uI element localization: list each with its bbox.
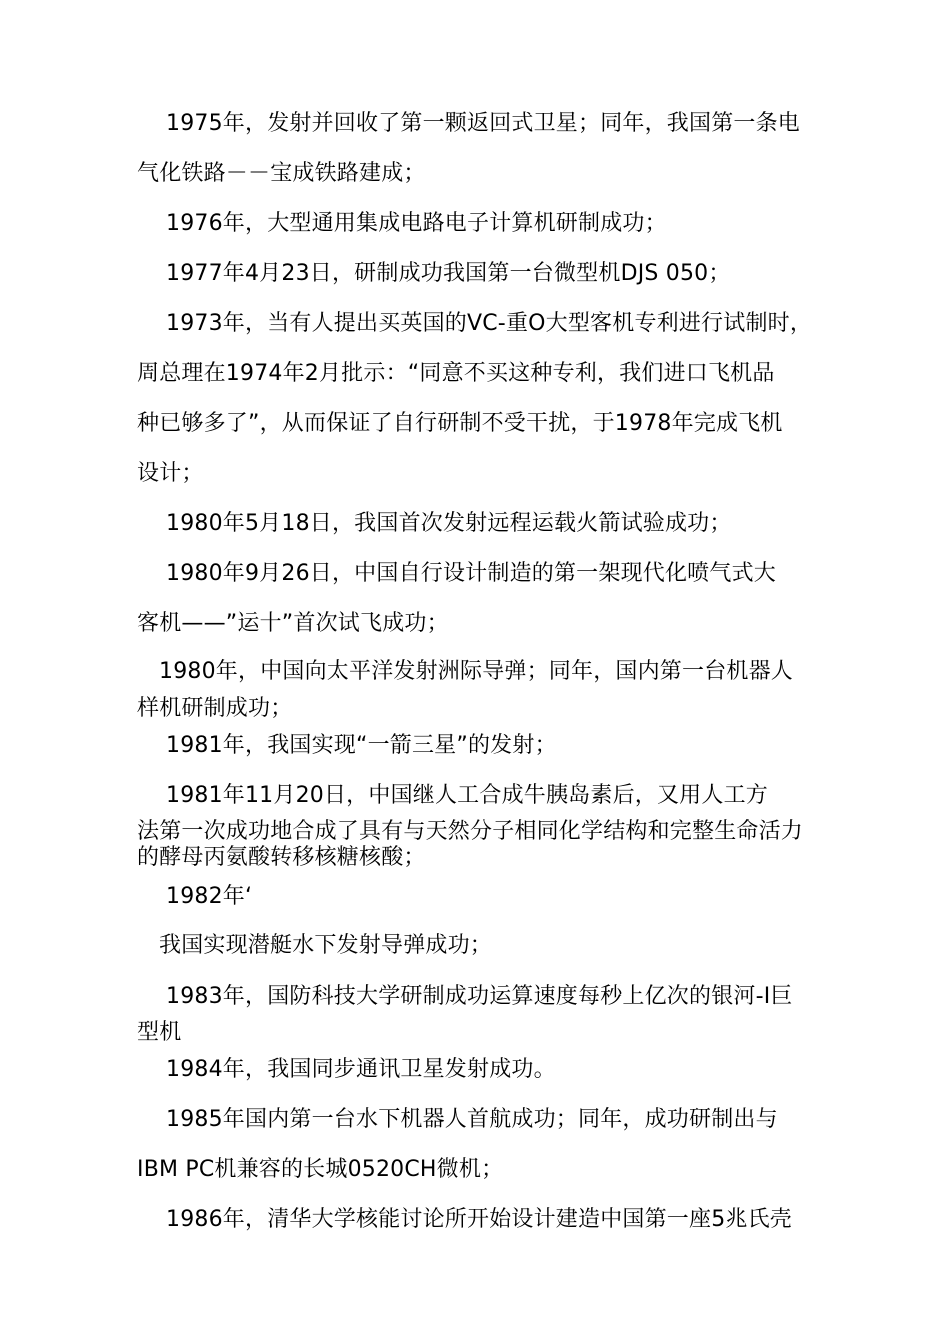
- text-line: 1983年，国防科技大学研制成功运算速度每秒上亿次的银河-I巨: [166, 984, 793, 1009]
- text-line: 1976年，大型通用集成电路电子计算机研制成功；: [166, 211, 667, 236]
- text-line: 样机研制成功；: [137, 696, 293, 721]
- text-line: 我国实现潜艇水下发射导弹成功；: [159, 933, 493, 958]
- text-line: 法第一次成功地合成了具有与天然分子相同化学结构和完整生命活力: [137, 819, 804, 844]
- text-line: 设计；: [137, 461, 204, 486]
- text-line: 1975年，发射并回收了第一颗返回式卫星；同年，我国第一条电: [166, 111, 800, 136]
- text-line: 客机——”运十”首次试飞成功；: [137, 611, 449, 636]
- text-line: 的酵母丙氨酸转移核糖核酸；: [137, 845, 426, 870]
- text-line: 1980年9月26日，中国自行设计制造的第一架现代化喷气式大: [166, 561, 776, 586]
- text-line: 1986年，清华大学核能讨论所开始设计建造中国第一座5兆氏壳: [166, 1207, 792, 1232]
- text-line: 1982年‘: [166, 884, 253, 909]
- text-line: 1980年5月18日，我国首次发射远程运载火箭试验成功；: [166, 511, 732, 536]
- text-line: 1977年4月23日，研制成功我国第一台微型机DJS 050；: [166, 261, 731, 286]
- text-line: 1973年，当有人提出买英国的VC-重O大型客机专利进行试制时，: [166, 311, 813, 336]
- text-line: IBM PC机兼容的长城0520CH微机；: [137, 1157, 504, 1182]
- text-line: 种已够多了”，从而保证了自行研制不受干扰，于1978年完成飞机: [137, 411, 783, 436]
- text-line: 1981年，我国实现“一箭三星”的发射；: [166, 733, 557, 758]
- text-line: 1981年11月20日，中国继人工合成牛胰岛素后，又用人工方: [166, 783, 768, 808]
- text-line: 周总理在1974年2月批示：“同意不买这种专利，我们进口飞机品: [137, 361, 775, 386]
- text-line: 1984年，我国同步通讯卫星发射成功。: [166, 1057, 556, 1082]
- text-line: 气化铁路－－宝成铁路建成；: [137, 161, 426, 186]
- text-line: 1985年国内第一台水下机器人首航成功；同年，成功研制出与: [166, 1107, 778, 1132]
- text-line: 型机: [137, 1020, 182, 1045]
- text-line: 1980年，中国向太平洋发射洲际导弹；同年，国内第一台机器人: [159, 659, 793, 684]
